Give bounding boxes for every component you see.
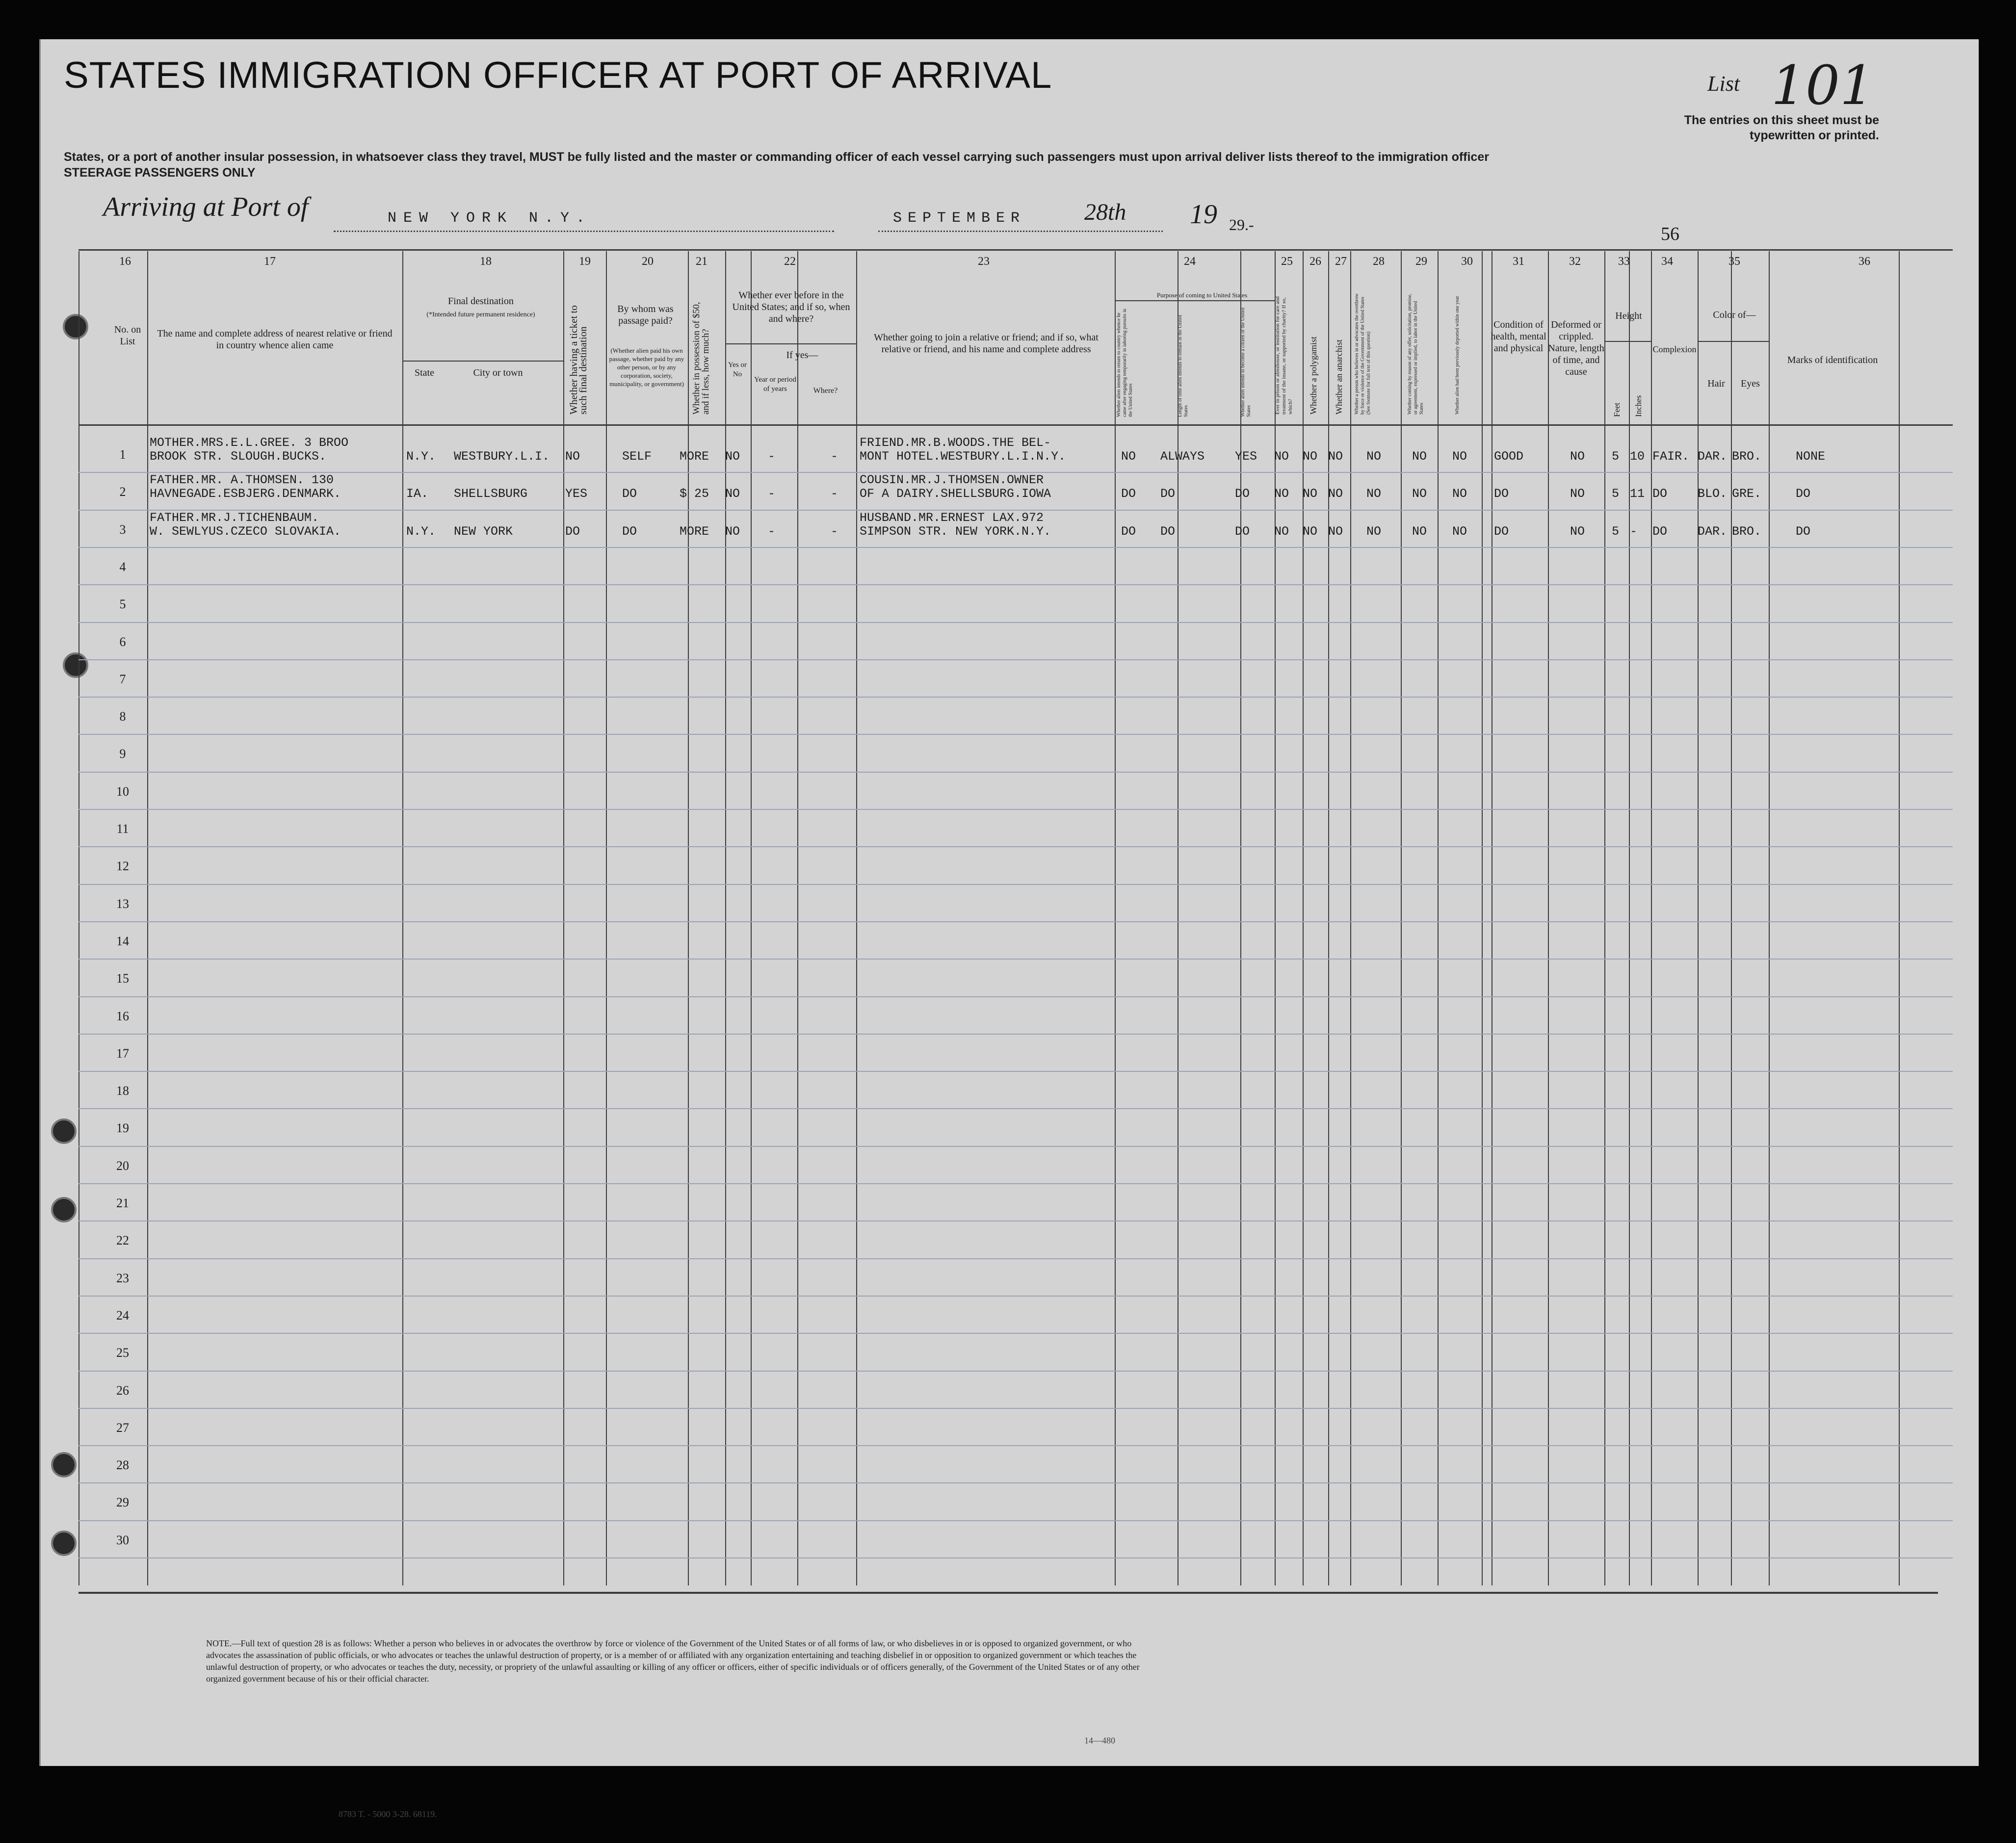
header-relative: The name and complete address of nearest relative or friend in country whence alien came [157, 328, 393, 351]
header-q30: Whether alien had been previously deported within one year [1455, 296, 1460, 415]
header-no-on-list: No. on List [114, 324, 141, 347]
row-rule [79, 1108, 1953, 1109]
entry-marks: DO [1796, 524, 1811, 539]
column-divider [1604, 251, 1605, 1585]
entry-where: - [831, 524, 838, 539]
entry-where: - [831, 449, 838, 464]
row-rule [79, 1146, 1953, 1147]
col-number-35: 35 [1728, 255, 1740, 268]
column-divider [1548, 251, 1549, 1585]
punch-hole [51, 1197, 77, 1222]
entry-relative-2: BROOK STR. SLOUGH.BUCKS. [150, 449, 327, 464]
column-divider [751, 251, 752, 1585]
row-rule [79, 1371, 1953, 1372]
header-before-us: Whether ever before in the United States; and if so, when and where? [732, 290, 850, 324]
row-rule [79, 809, 1953, 810]
entry-length: ALWAYS [1160, 449, 1205, 464]
header-instruction: States, or a port of another insular possession, in whatsoever class they travel, MUST be fully listed and the master or commanding officer of each vessel carrying such passengers must upon arrival deliver lists thereof to the immigration officer [64, 150, 1489, 164]
entry-anarchist: NO [1328, 449, 1343, 464]
entry-join-1: FRIEND.MR.B.WOODS.THE BEL- [860, 436, 1051, 450]
column-divider [856, 251, 857, 1585]
entry-join-2: SIMPSON STR. NEW YORK.N.Y. [860, 524, 1051, 539]
column-divider [147, 251, 148, 1585]
row-number: 1 [119, 447, 126, 462]
row-rule [79, 772, 1953, 773]
entry-before-us: NO [725, 449, 740, 464]
column-divider [1438, 251, 1439, 1585]
header-if-yes: If yes— [786, 350, 818, 361]
header-complexion: Complexion [1652, 344, 1697, 354]
row-number: 9 [119, 747, 126, 761]
header-health: Condition of health, mental and physical [1491, 319, 1546, 354]
header-q29: Whether coming by reason of any offer, solicitation, promise, or agreement, expressed or implied, to labor in the United States [1407, 293, 1424, 415]
col-number-36: 36 [1859, 255, 1870, 268]
entry-relative-1: MOTHER.MRS.E.L.GREE. 3 BROO [150, 436, 349, 450]
col-number-26: 26 [1309, 255, 1321, 268]
entry-before-us: NO [725, 487, 740, 501]
form-number: 14—480 [1084, 1736, 1115, 1745]
date-dotted-line [878, 231, 1163, 232]
entry-ticket: DO [565, 524, 580, 539]
header-state: State [415, 367, 434, 378]
row-rule [79, 1333, 1953, 1334]
entry-period: - [768, 487, 776, 501]
header-q28: Whether a person who believes in or advocates the overthrow by force or violence of the Government of the United States (See footnote for full text of this question) [1354, 293, 1371, 415]
column-divider [1401, 251, 1402, 1585]
col-number-31: 31 [1513, 255, 1524, 268]
entry-citizen: DO [1235, 487, 1250, 501]
row-rule [79, 959, 1953, 960]
entry-state: IA. [406, 487, 429, 501]
arrival-year-suffix: 29.- [1229, 216, 1254, 234]
punch-hole [63, 652, 88, 678]
header-hair: Hair [1707, 378, 1725, 389]
entry-city: WESTBURY.L.I. [454, 449, 550, 464]
entry-hair: DAR. [1698, 449, 1728, 464]
entry-q28: NO [1366, 487, 1382, 501]
column-divider [1482, 251, 1483, 1585]
entry-complexion: FAIR. [1652, 449, 1690, 464]
port-dotted-line [334, 231, 834, 232]
row-number: 11 [116, 822, 129, 836]
header-polygamist: Whether a polygamist [1309, 337, 1318, 415]
entry-q30: NO [1452, 524, 1467, 539]
entry-feet: 5 [1612, 449, 1620, 464]
row-number: 20 [116, 1158, 129, 1173]
entry-eyes: GRE. [1732, 487, 1762, 501]
entry-return: DO [1121, 524, 1136, 539]
row-number: 27 [116, 1420, 129, 1435]
entry-q29: NO [1412, 524, 1427, 539]
row-rule [79, 659, 1953, 660]
entry-polygamist: NO [1303, 524, 1318, 539]
entry-city: NEW YORK [454, 524, 513, 539]
header-yes-no: Yes or No [728, 361, 747, 378]
entry-feet: 5 [1612, 487, 1620, 501]
row-number: 7 [119, 672, 126, 686]
row-number: 30 [116, 1532, 129, 1547]
header-subdivider [1604, 341, 1651, 342]
column-divider [1350, 251, 1351, 1585]
entry-hair: BLO. [1698, 487, 1728, 501]
col-number-18: 18 [480, 255, 492, 268]
col-number-28: 28 [1373, 255, 1385, 268]
entry-anarchist: NO [1328, 524, 1343, 539]
entries-note: The entries on this sheet must be typewritten or printed. [1684, 113, 1879, 142]
row-rule [79, 921, 1953, 922]
row-number: 17 [116, 1046, 129, 1061]
col-number-32: 32 [1569, 255, 1581, 268]
entry-inches: 11 [1630, 487, 1645, 501]
entry-join-2: OF A DAIRY.SHELLSBURG.IOWA [860, 487, 1051, 501]
row-number: 14 [116, 934, 129, 948]
entry-q28: NO [1366, 524, 1382, 539]
entry-q30: NO [1452, 487, 1467, 501]
entry-where: - [831, 487, 838, 501]
entry-deformed: NO [1570, 449, 1585, 464]
row-rule [79, 622, 1953, 623]
entry-complexion: DO [1652, 524, 1668, 539]
row-number: 5 [119, 597, 126, 612]
header-city: City or town [473, 367, 523, 378]
entry-inches: 10 [1630, 449, 1645, 464]
entry-q29: NO [1412, 487, 1427, 501]
row-number: 16 [116, 1009, 129, 1023]
col-number-23: 23 [978, 255, 990, 268]
entry-health: DO [1494, 524, 1509, 539]
entry-return: NO [1121, 449, 1136, 464]
header-feet: Feet [1612, 402, 1622, 417]
col-number-33: 33 [1618, 255, 1630, 268]
header-height: Height [1615, 311, 1642, 321]
row-number: 18 [116, 1084, 129, 1098]
entry-paid-by: DO [622, 487, 637, 501]
column-divider [797, 251, 798, 1585]
row-rule [79, 1220, 1953, 1221]
row-number: 22 [116, 1233, 129, 1248]
arrival-port: NEW YORK N.Y. [388, 210, 592, 227]
row-number: 2 [119, 485, 126, 499]
header-color-of: Color of— [1713, 310, 1756, 320]
entry-ticket: YES [565, 487, 588, 501]
row-number: 15 [116, 971, 129, 986]
row-number: 19 [116, 1121, 129, 1136]
arrival-year-prefix: 19 [1190, 199, 1217, 230]
col-number-34: 34 [1661, 255, 1673, 268]
question-28-footnote: NOTE.—Full text of question 28 is as follows: Whether a person who believes in or advocates the overthrow by force or violence of the Government of the United States or of all forms of law, or who disbelieves in or is opposed to organized government, or who advocates the assassination of public officials, or who advocates or teaches the unlawful destruction of property, or is a member of or affiliated with any organization entertaining and teaching disbelief in or opposition to organized government or which teaches the unlawful destruction of property, or who advocates or teaches the duty, necessity, or propriety of the unlawful assaulting or killing of any officer or officers, either of specific individuals or of officers generally, of the Government of the United States or of any other organized government because of his or their official character. [206, 1638, 1140, 1684]
entry-paid-by: SELF [622, 449, 652, 464]
row-rule [79, 697, 1953, 698]
steerage-label: STEERAGE PASSENGERS ONLY [64, 166, 256, 180]
punch-hole [51, 1118, 77, 1144]
entry-period: - [768, 524, 776, 539]
entry-ticket: NO [565, 449, 580, 464]
row-rule [79, 584, 1953, 585]
column-divider [1769, 251, 1770, 1585]
header-passage-paid-sub: (Whether alien paid his own passage, whether paid by any other person, or by any corporation, society, municipality, or government) [609, 347, 684, 388]
row-rule [79, 1408, 1953, 1409]
column-divider [606, 251, 607, 1585]
row-rule [79, 1296, 1953, 1297]
col-number-25: 25 [1281, 255, 1293, 268]
entry-deformed: NO [1570, 487, 1585, 501]
entry-marks: NONE [1796, 449, 1826, 464]
header-marks: Marks of identification [1787, 355, 1878, 365]
row-number: 8 [119, 709, 126, 724]
entry-eyes: BRO. [1732, 449, 1762, 464]
col-number-29: 29 [1415, 255, 1427, 268]
entry-state: N.Y. [406, 524, 436, 539]
column-divider [402, 251, 403, 1585]
entry-feet: 5 [1612, 524, 1620, 539]
entry-health: DO [1494, 487, 1509, 501]
header-subdivider [725, 343, 856, 344]
entry-relative-2: W. SEWLYUS.CZECO SLOVAKIA. [150, 524, 341, 539]
entry-prison: NO [1274, 487, 1289, 501]
arriving-label: Arriving at Port of [103, 192, 309, 222]
column-divider [1651, 251, 1652, 1585]
header-anarchist: Whether an anarchist [1334, 339, 1344, 415]
entry-relative-1: FATHER.MR.J.TICHENBAUM. [150, 510, 319, 525]
row-number: 25 [116, 1346, 129, 1360]
entry-citizen: YES [1235, 449, 1257, 464]
entry-money: MORE [680, 449, 709, 464]
header-citizen: Whether alien intends to become a citizen of the United States [1240, 308, 1252, 417]
entry-before-us: NO [725, 524, 740, 539]
entry-inches: - [1630, 524, 1638, 539]
row-number: 6 [119, 634, 126, 649]
table-bottom-border [79, 1592, 1938, 1594]
entry-prison: NO [1274, 524, 1289, 539]
entry-state: N.Y. [406, 449, 436, 464]
entry-relative-2: HAVNEGADE.ESBJERG.DENMARK. [150, 487, 341, 501]
row-rule [79, 547, 1953, 548]
entry-q30: NO [1452, 449, 1467, 464]
entry-join-2: MONT HOTEL.WESTBURY.L.I.N.Y. [860, 449, 1066, 464]
arrival-day: 28th [1084, 199, 1126, 225]
entry-period: - [768, 449, 776, 464]
row-number: 24 [116, 1308, 129, 1323]
header-prison: Ever in prison or almshouse, or institution for care and treatment of the insane, or supported by charity? If so, which? [1275, 296, 1293, 415]
entry-hair: DAR. [1698, 524, 1728, 539]
header-deformed: Deformed or crippled. Nature, length of time, and cause [1548, 319, 1604, 377]
row-number: 13 [116, 896, 129, 911]
entry-length: DO [1160, 487, 1176, 501]
entry-q29: NO [1412, 449, 1427, 464]
header-period: Year or period of years [754, 376, 796, 393]
entry-money: MORE [680, 524, 709, 539]
entry-q28: NO [1366, 449, 1382, 464]
page-title: STATES IMMIGRATION OFFICER AT PORT OF ARRIVAL [64, 54, 1052, 96]
entry-polygamist: NO [1303, 449, 1318, 464]
col-number-19: 19 [579, 255, 591, 268]
header-final-destination: Final destination [448, 296, 514, 307]
column-divider [1899, 251, 1900, 1585]
row-rule [79, 1482, 1953, 1483]
entry-length: DO [1160, 524, 1176, 539]
row-rule [79, 1258, 1953, 1259]
row-number: 3 [119, 522, 126, 537]
header-subdivider [402, 361, 564, 362]
header-return: Whether alien intends to return to country whence he came after engaging temporarily in laboring pursuits in the United States [1116, 309, 1133, 417]
col-number-16: 16 [119, 255, 131, 268]
row-rule [79, 1520, 1953, 1521]
col-number-21: 21 [696, 255, 707, 268]
entry-relative-1: FATHER.MR. A.THOMSEN. 130 [150, 473, 334, 488]
col-number-24: 24 [1184, 255, 1196, 268]
row-number: 26 [116, 1383, 129, 1398]
row-number: 21 [116, 1196, 129, 1210]
header-subdivider [1698, 341, 1769, 342]
column-divider [563, 251, 564, 1585]
row-rule [79, 734, 1953, 735]
col-number-20: 20 [642, 255, 654, 268]
page-number: 56 [1661, 224, 1679, 244]
row-rule [79, 884, 1953, 885]
col-number-22: 22 [784, 255, 796, 268]
arrival-month: SEPTEMBER [893, 210, 1026, 227]
column-divider [1115, 251, 1116, 1585]
row-number: 12 [116, 859, 129, 874]
row-number: 4 [119, 559, 126, 574]
entry-city: SHELLSBURG [454, 487, 528, 501]
header-passage-paid: By whom was passage paid? [617, 304, 674, 326]
row-number: 29 [116, 1495, 129, 1510]
entry-eyes: BRO. [1732, 524, 1762, 539]
row-rule [79, 1034, 1953, 1035]
entry-join-1: COUSIN.MR.J.THOMSEN.OWNER [860, 473, 1044, 488]
row-rule [79, 1445, 1953, 1446]
entry-health: GOOD [1494, 449, 1524, 464]
entry-money: $ 25 [680, 487, 709, 501]
entry-return: DO [1121, 487, 1136, 501]
list-label: List [1707, 72, 1740, 96]
punch-hole [51, 1531, 77, 1556]
row-number: 28 [116, 1458, 129, 1473]
header-purpose: Purpose of coming to United States [1156, 291, 1248, 299]
header-eyes: Eyes [1741, 378, 1760, 389]
manifest-sheet [39, 39, 1979, 1766]
punch-hole [51, 1452, 77, 1478]
entry-anarchist: NO [1328, 487, 1343, 501]
row-rule [79, 1557, 1953, 1558]
entry-prison: NO [1274, 449, 1289, 464]
row-rule [79, 1071, 1953, 1072]
list-number: 101 [1771, 54, 1874, 117]
entry-polygamist: NO [1303, 487, 1318, 501]
header-money: Whether in possession of $50, and if less, how much? [691, 302, 711, 415]
col-number-27: 27 [1335, 255, 1347, 268]
col-number-30: 30 [1461, 255, 1473, 268]
header-bottom-border [79, 424, 1953, 426]
header-ticket: Whether having a ticket to such final destination [568, 305, 589, 415]
header-length: Length of time alien intends to remain in the United States [1178, 314, 1189, 417]
row-rule [79, 1183, 1953, 1184]
row-rule [79, 846, 1953, 847]
entry-marks: DO [1796, 487, 1811, 501]
print-code: 8783 T. - 5000 3-28. 68119. [339, 1809, 437, 1819]
punch-hole [63, 314, 88, 339]
header-join: Whether going to join a relative or friend; and if so, what relative or friend, and his name and complete address [874, 332, 1099, 355]
row-rule [79, 996, 1953, 997]
entry-join-1: HUSBAND.MR.ERNEST LAX.972 [860, 510, 1044, 525]
entry-citizen: DO [1235, 524, 1250, 539]
table-top-border [79, 249, 1953, 251]
header-where: Where? [813, 387, 838, 395]
entry-deformed: NO [1570, 524, 1585, 539]
header-inches: Inches [1634, 395, 1643, 417]
row-number: 10 [116, 784, 129, 799]
entry-complexion: DO [1652, 487, 1668, 501]
header-final-destination-sub: (*Intended future permanent residence) [426, 311, 535, 318]
entry-paid-by: DO [622, 524, 637, 539]
row-number: 23 [116, 1271, 129, 1285]
col-number-17: 17 [264, 255, 276, 268]
